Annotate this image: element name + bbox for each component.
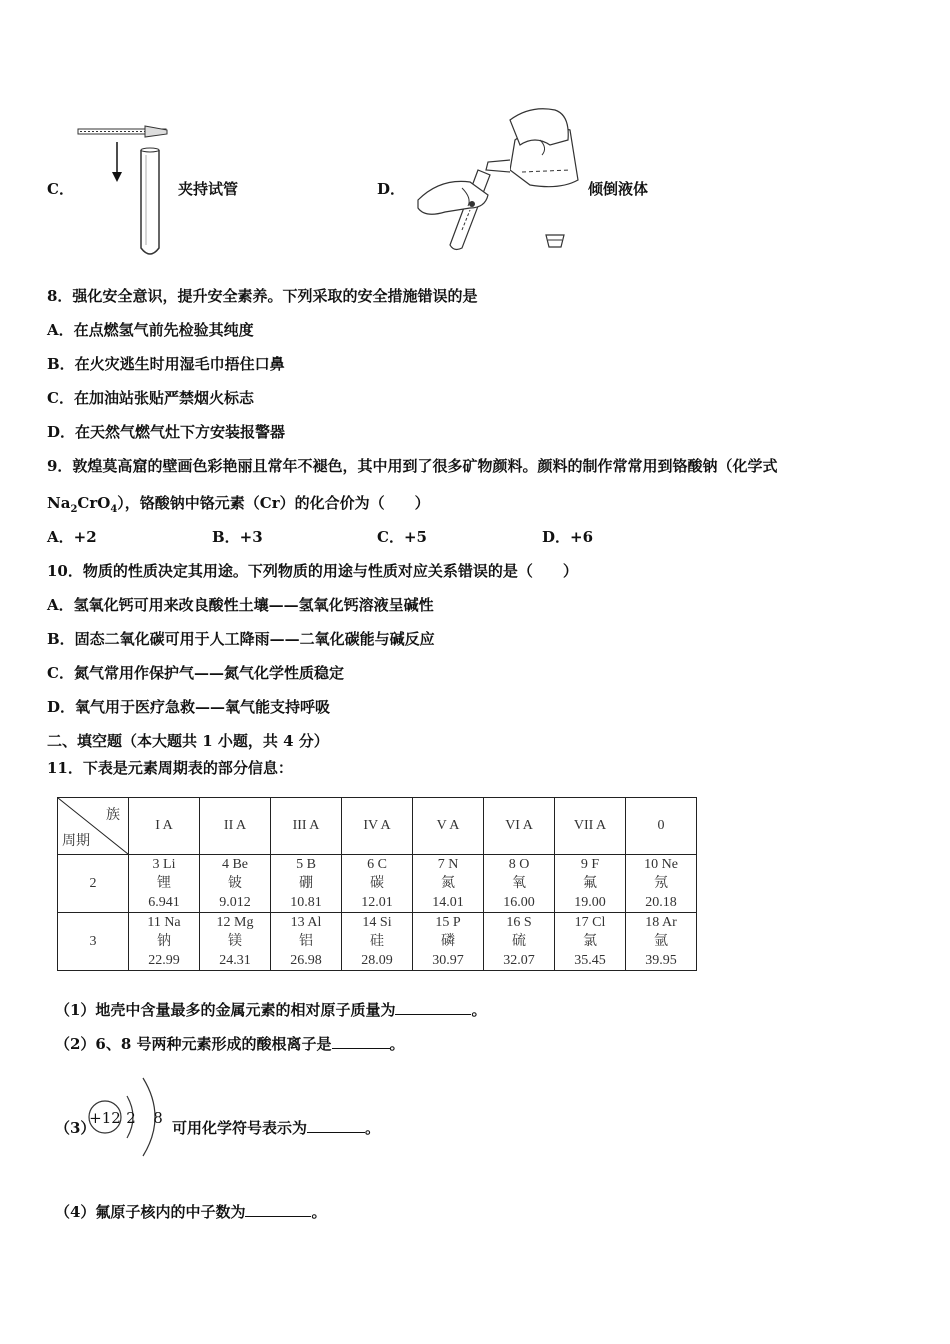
table-row bbox=[58, 855, 697, 913]
element-cell bbox=[555, 855, 626, 913]
element-symbol: 4 Be bbox=[221, 857, 249, 872]
element-symbol: 11 Na bbox=[147, 915, 181, 930]
element-cell bbox=[484, 855, 555, 913]
element-name: 氟 bbox=[583, 876, 597, 891]
element-mass: 19.00 bbox=[574, 895, 606, 910]
q11-sub3-text: 可用化学符号表示为 bbox=[172, 1119, 308, 1137]
element-mass: 16.00 bbox=[503, 895, 535, 910]
q11-sub4-text: （4）氟原子核内的中子数为 bbox=[55, 1203, 246, 1221]
q9-option-c: C．+5 bbox=[377, 528, 427, 546]
q8-option-d: D．在天然气燃气灶下方安装报警器 bbox=[47, 423, 286, 441]
element-cell bbox=[413, 855, 484, 913]
figure-c-caption: 夹持试管 bbox=[178, 180, 239, 198]
element-symbol: 18 Ar bbox=[645, 915, 677, 930]
q8-option-c: C．在加油站张贴严禁烟火标志 bbox=[47, 389, 254, 407]
element-cell bbox=[200, 913, 271, 971]
period-label: 2 bbox=[58, 855, 129, 913]
element-cell bbox=[200, 855, 271, 913]
table-row bbox=[58, 913, 697, 971]
q9-option-b: B．+3 bbox=[212, 528, 263, 546]
q10-option-a: A．氢氧化钙可用来改良酸性土壤——氢氧化钙溶液呈碱性 bbox=[47, 596, 434, 614]
q10-option-d: D．氧气用于医疗急救——氧气能支持呼吸 bbox=[47, 698, 331, 716]
q10-option-b: B．固态二氧化碳可用于人工降雨——二氧化碳能与碱反应 bbox=[47, 630, 435, 648]
formula-cro: CrO bbox=[77, 494, 111, 512]
element-cell bbox=[271, 855, 342, 913]
figure-d-label: D． bbox=[377, 180, 406, 198]
group-header: IV A bbox=[342, 798, 413, 855]
period-label: 3 bbox=[58, 913, 129, 971]
ion-structure-diagram bbox=[85, 1072, 170, 1162]
element-name: 硼 bbox=[299, 876, 313, 891]
corner-group-label: 族 bbox=[106, 808, 120, 823]
element-mass: 6.941 bbox=[148, 895, 180, 910]
element-name: 氧 bbox=[512, 876, 526, 891]
element-name: 氩 bbox=[654, 934, 668, 949]
q9-stem-line1: 9．敦煌莫高窟的壁画色彩艳丽且常年不褪色，其中用到了很多矿物颜料。颜料的制作常常用到铬酸钠（化学式 bbox=[47, 457, 778, 475]
element-mass: 32.07 bbox=[503, 953, 535, 968]
element-mass: 26.98 bbox=[290, 953, 322, 968]
q8-stem: 8．强化安全意识，提升安全素养。下列采取的安全措施错误的是 bbox=[47, 287, 478, 305]
element-mass: 35.45 bbox=[574, 953, 606, 968]
q11-stem: 11．下表是元素周期表的部分信息： bbox=[47, 759, 293, 777]
element-cell bbox=[484, 913, 555, 971]
figure-d-caption: 倾倒液体 bbox=[588, 180, 649, 198]
shell-1-electrons: 2 bbox=[126, 1109, 136, 1127]
periodic-table bbox=[57, 797, 697, 971]
q11-sub4 bbox=[55, 1201, 326, 1222]
element-cell bbox=[342, 855, 413, 913]
element-name: 碳 bbox=[370, 876, 384, 891]
q9-stem-rest: ），铬酸钠中铬元素（Cr）的化合价为（ ） bbox=[117, 494, 430, 512]
answer-blank-1[interactable] bbox=[395, 1000, 471, 1015]
answer-blank-3[interactable] bbox=[307, 1118, 365, 1133]
element-mass: 14.01 bbox=[432, 895, 464, 910]
element-mass: 20.18 bbox=[645, 895, 677, 910]
element-name: 钠 bbox=[157, 934, 171, 949]
element-cell bbox=[555, 913, 626, 971]
pouring-liquid-figure bbox=[410, 100, 590, 260]
element-name: 硅 bbox=[370, 934, 384, 949]
element-symbol: 17 Cl bbox=[574, 915, 606, 930]
element-cell bbox=[626, 913, 697, 971]
element-symbol: 7 N bbox=[437, 857, 459, 872]
q11-sub4-end: 。 bbox=[311, 1203, 327, 1221]
element-mass: 10.81 bbox=[290, 895, 322, 910]
q11-sub1-text: （1）地壳中含量最多的金属元素的相对原子质量为 bbox=[55, 1001, 396, 1019]
element-symbol: 10 Ne bbox=[644, 857, 678, 872]
answer-blank-4[interactable] bbox=[245, 1202, 311, 1217]
element-name: 磷 bbox=[441, 934, 455, 949]
element-mass: 28.09 bbox=[361, 953, 393, 968]
q10-option-c: C．氮气常用作保护气——氮气化学性质稳定 bbox=[47, 664, 344, 682]
q11-sub3 bbox=[172, 1117, 380, 1138]
q11-sub3-end: 。 bbox=[365, 1119, 381, 1137]
element-symbol: 9 F bbox=[580, 857, 600, 872]
element-cell bbox=[271, 913, 342, 971]
section-2-title: 二、填空题（本大题共 1 小题，共 4 分） bbox=[47, 732, 329, 750]
q11-sub3-prefix: （3） bbox=[55, 1119, 96, 1137]
q11-sub1-end: 。 bbox=[471, 1001, 487, 1019]
q8-option-a: A．在点燃氢气前先检验其纯度 bbox=[47, 321, 254, 339]
element-mass: 24.31 bbox=[219, 953, 251, 968]
answer-blank-2[interactable] bbox=[332, 1034, 390, 1049]
element-symbol: 16 S bbox=[506, 915, 532, 930]
element-cell bbox=[413, 913, 484, 971]
group-header: VI A bbox=[484, 798, 555, 855]
element-cell bbox=[626, 855, 697, 913]
element-cell bbox=[129, 913, 200, 971]
group-header: 0 bbox=[626, 798, 697, 855]
q11-sub1 bbox=[55, 999, 486, 1020]
element-mass: 12.01 bbox=[361, 895, 393, 910]
q9-option-d: D．+6 bbox=[542, 528, 594, 546]
element-name: 氯 bbox=[583, 934, 597, 949]
element-cell bbox=[129, 855, 200, 913]
element-name: 铍 bbox=[228, 876, 242, 891]
q8-option-b: B．在火灾逃生时用湿毛巾捂住口鼻 bbox=[47, 355, 285, 373]
element-symbol: 14 Si bbox=[362, 915, 392, 930]
group-header: VII A bbox=[555, 798, 626, 855]
q9-stem-line2 bbox=[47, 493, 430, 520]
element-name: 硫 bbox=[512, 934, 526, 949]
group-header: V A bbox=[413, 798, 484, 855]
q11-sub2-text: （2）6、8 号两种元素形成的酸根离子是 bbox=[55, 1035, 332, 1053]
element-symbol: 13 Al bbox=[290, 915, 322, 930]
element-symbol: 5 B bbox=[296, 857, 316, 872]
element-symbol: 3 Li bbox=[152, 857, 176, 872]
element-symbol: 6 C bbox=[367, 857, 387, 872]
group-header: II A bbox=[200, 798, 271, 855]
element-name: 锂 bbox=[157, 876, 171, 891]
element-symbol: 12 Mg bbox=[216, 915, 254, 930]
table-header-row bbox=[58, 798, 697, 855]
element-name: 氮 bbox=[441, 876, 455, 891]
nucleus-charge: +12 bbox=[89, 1109, 121, 1127]
formula-sub-2: 2 bbox=[70, 504, 78, 515]
element-mass: 30.97 bbox=[432, 953, 464, 968]
figure-c-label: C． bbox=[47, 180, 74, 198]
element-mass: 39.95 bbox=[645, 953, 677, 968]
element-mass: 9.012 bbox=[219, 895, 251, 910]
formula-na: Na bbox=[47, 494, 71, 512]
element-name: 氖 bbox=[654, 876, 668, 891]
table-corner-cell bbox=[58, 798, 129, 855]
group-header: III A bbox=[271, 798, 342, 855]
element-symbol: 15 P bbox=[435, 915, 461, 930]
test-tube-holder-figure bbox=[75, 120, 175, 260]
formula-sub-4: 4 bbox=[110, 504, 118, 515]
shell-2-electrons: 8 bbox=[153, 1109, 163, 1127]
element-name: 镁 bbox=[228, 934, 242, 949]
element-cell bbox=[342, 913, 413, 971]
q10-stem: 10．物质的性质决定其用途。下列物质的用途与性质对应关系错误的是（ ） bbox=[47, 562, 578, 580]
element-mass: 22.99 bbox=[148, 953, 180, 968]
corner-period-label: 周期 bbox=[62, 834, 90, 849]
q11-sub2-end: 。 bbox=[389, 1035, 405, 1053]
element-name: 铝 bbox=[299, 934, 313, 949]
group-header: I A bbox=[129, 798, 200, 855]
q9-option-a: A．+2 bbox=[47, 528, 97, 546]
element-symbol: 8 O bbox=[508, 857, 530, 872]
q11-sub2 bbox=[55, 1033, 405, 1054]
